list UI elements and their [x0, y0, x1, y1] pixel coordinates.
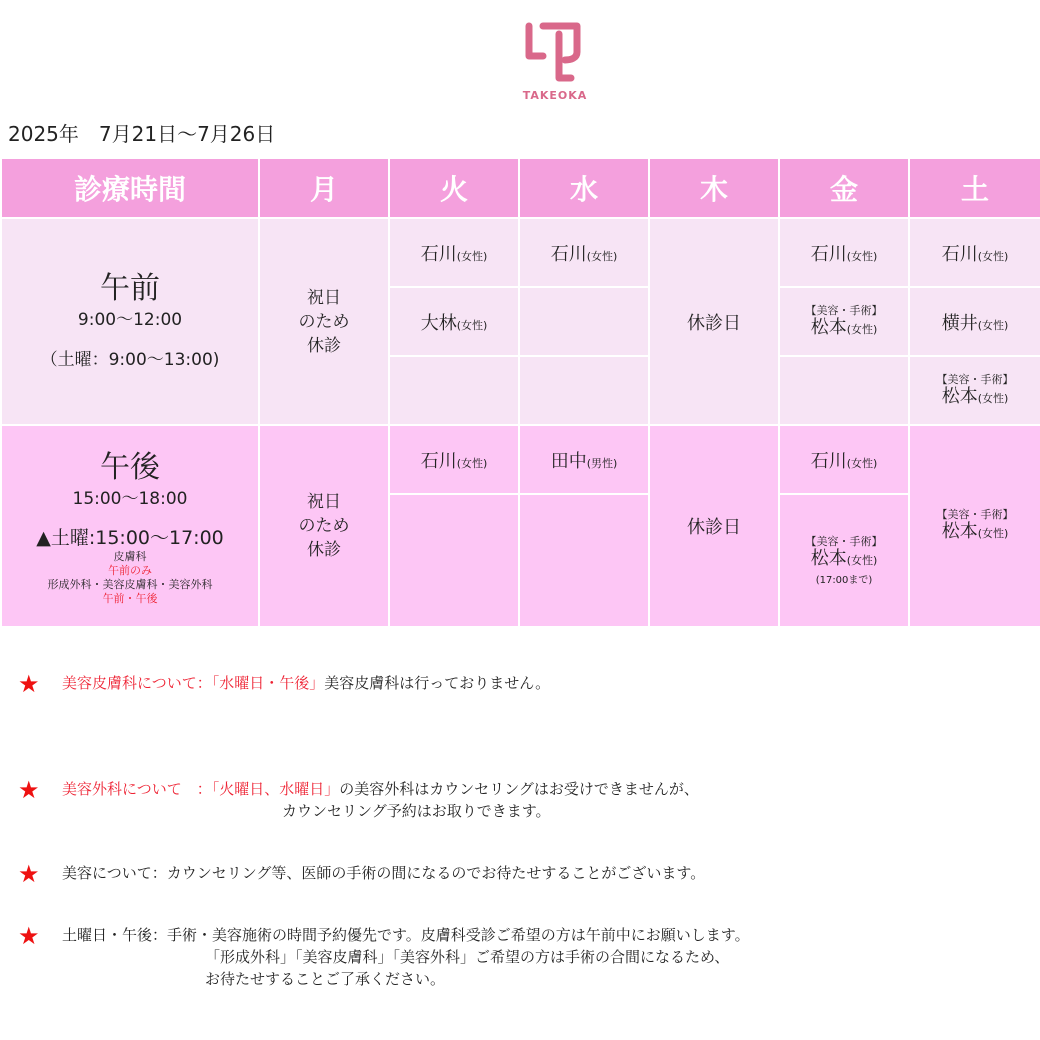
am-hours: 9:00～12:00 — [77, 309, 183, 330]
star-icon: ★ — [18, 670, 40, 698]
pm-sat-doctor: 【美容・手術】 松本(女性) — [909, 425, 1040, 627]
am-row-1 — [1, 218, 1040, 287]
header-time: 診療時間 — [1, 158, 259, 218]
am-fri-doctor-2: 【美容・手術】 松本(女性) — [779, 287, 909, 356]
am-fri-empty-3 — [779, 356, 909, 425]
am-wed-doctor-1: 石川(女性) — [519, 218, 649, 287]
pm-note-2: 午前のみ — [108, 564, 152, 577]
schedule-table — [0, 157, 1040, 628]
notes-section — [18, 672, 1028, 990]
pm-note-3: 形成外科・美容皮膚科・美容外科 — [47, 578, 213, 591]
note-2: ★ 美容外科について ：「火曜日、水曜日」の美容外科はカウンセリングはお受けできませんが、 カウンセリング予約はお取りできます。 — [18, 776, 699, 820]
header-day-thu: 木 — [649, 158, 779, 218]
am-fri-doctor-1: 石川(女性) — [779, 218, 909, 287]
pm-fri-doctor-1: 石川(女性) — [779, 425, 909, 494]
pm-fri-doctor-2: 【美容・手術】 松本(女性) (17:00まで) — [779, 494, 909, 627]
am-mon-cell — [259, 218, 389, 425]
am-sat-doctor-1: 石川(女性) — [909, 218, 1040, 287]
header-day-wed: 水 — [519, 158, 649, 218]
week-label: 2025年 7月21日～7月26日 — [8, 122, 276, 146]
takeoka-logo — [515, 22, 595, 107]
am-wed-empty-3 — [519, 356, 649, 425]
pm-note-4: 午前・午後 — [102, 592, 158, 605]
pm-hours: 15:00～18:00 — [72, 489, 188, 509]
header-day-fri: 金 — [779, 158, 909, 218]
pm-row-1 — [1, 425, 1040, 494]
star-icon: ★ — [18, 860, 40, 888]
am-tue-empty-3 — [389, 356, 519, 425]
am-mon-text: 祝日 のため 休診 — [298, 287, 350, 356]
pm-tue-doctor: 石川(女性) — [389, 425, 519, 494]
header-day-sat: 土 — [909, 158, 1040, 218]
pm-time-cell — [1, 425, 259, 627]
pm-wed-doctor: 田中(男性) — [519, 425, 649, 494]
am-thu-cell: 休診日 — [649, 218, 779, 425]
pm-thu-cell: 休診日 — [649, 425, 779, 627]
am-saturday-hours: （土曜：9:00～13:00) — [40, 349, 220, 370]
pm-title: 午後 — [100, 450, 160, 485]
am-time-cell — [1, 218, 259, 425]
note-4: ★ 土曜日・午後：手術・美容施術の時間予約優先です。皮膚科受診ご希望の方は午前中にお願いします。 「形成外科」「美容皮膚科」「美容外科」ご希望の方は手術の合間になるため、 お待たせすることご了承ください。 — [18, 922, 750, 988]
logo-text: TAKEOKA — [522, 89, 588, 102]
star-icon: ★ — [18, 922, 40, 950]
header-row — [1, 158, 1040, 218]
pm-note-1: 皮膚科 — [113, 550, 147, 563]
header-day-tue: 火 — [389, 158, 519, 218]
am-wed-empty-2 — [519, 287, 649, 356]
am-sat-doctor-2: 横井(女性) — [909, 287, 1040, 356]
am-tue-doctor-1: 石川(女性) — [389, 218, 519, 287]
pm-tue-empty — [389, 494, 519, 627]
logo-mark-icon — [525, 22, 585, 84]
pm-mon-text: 祝日 のため 休診 — [298, 492, 350, 560]
am-sat-doctor-3: 【美容・手術】 松本(女性) — [909, 356, 1040, 425]
am-tue-doctor-2: 大林(女性) — [389, 287, 519, 356]
pm-saturday-hours: ▲土曜:15:00～17:00 — [36, 527, 224, 549]
note-1: ★ 美容皮膚科について：「水曜日・午後」美容皮膚科は行っておりません。 — [18, 670, 551, 698]
header-day-mon: 月 — [259, 158, 389, 218]
note-3: ★ 美容について：カウンセリング等、医師の手術の間になるのでお待たせすることがございます。 — [18, 860, 706, 888]
am-title: 午前 — [100, 270, 160, 306]
pm-mon-cell — [259, 425, 389, 627]
pm-wed-empty — [519, 494, 649, 627]
star-icon: ★ — [18, 776, 40, 804]
